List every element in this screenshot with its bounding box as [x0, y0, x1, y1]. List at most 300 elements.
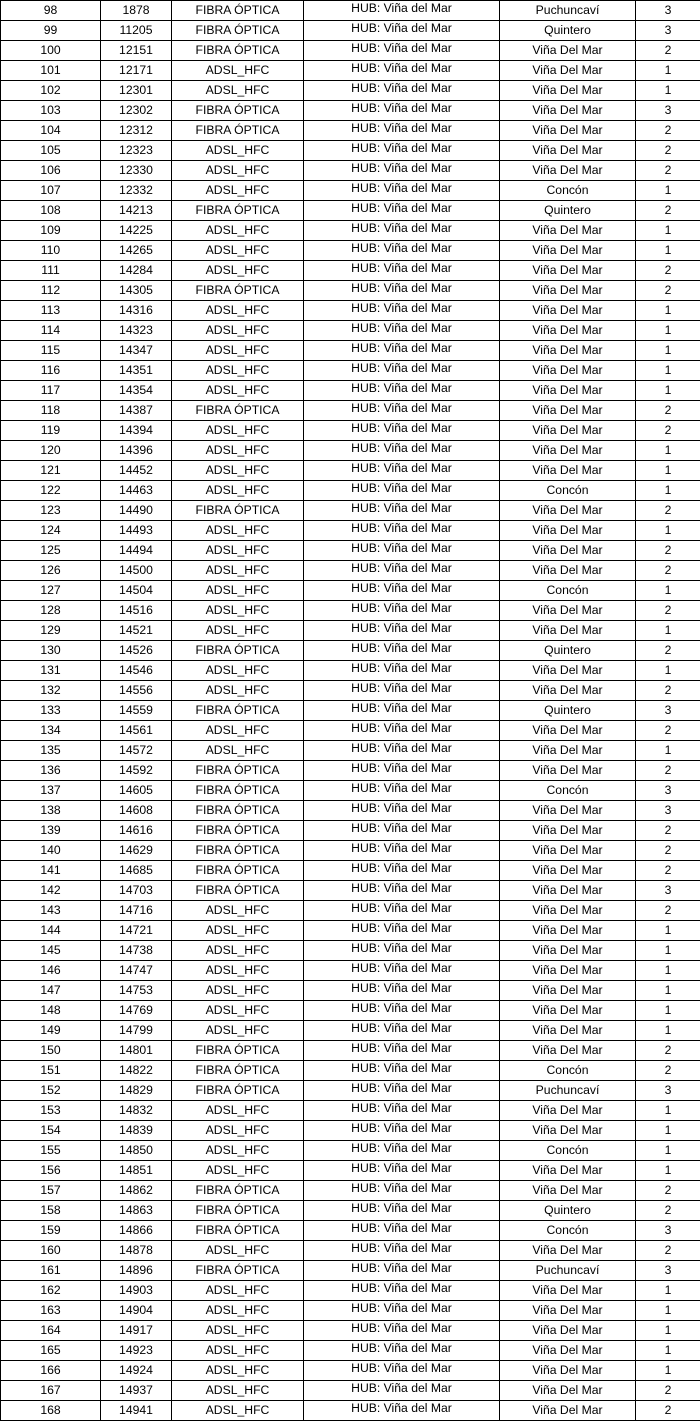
technology-cell: ADSL_HFC — [172, 181, 304, 201]
hub-cell: HUB: Viña del Mar — [304, 1241, 500, 1261]
row-number-cell: 115 — [1, 341, 101, 361]
priority-cell: 1 — [636, 341, 700, 361]
priority-cell: 3 — [636, 1261, 700, 1281]
table-row — [1, 1361, 700, 1381]
id-cell: 14769 — [101, 1001, 172, 1021]
technology-cell: ADSL_HFC — [172, 141, 304, 161]
commune-cell: Viña Del Mar — [500, 381, 636, 401]
technology-cell: FIBRA ÓPTICA — [172, 861, 304, 881]
technology-cell: FIBRA ÓPTICA — [172, 781, 304, 801]
priority-cell: 2 — [636, 1201, 700, 1221]
hub-cell: HUB: Viña del Mar — [304, 541, 500, 561]
technology-cell: FIBRA ÓPTICA — [172, 1061, 304, 1081]
id-cell: 14213 — [101, 201, 172, 221]
row-number-cell: 136 — [1, 761, 101, 781]
hub-cell: HUB: Viña del Mar — [304, 1321, 500, 1341]
table-row — [1, 881, 700, 901]
hub-cell: HUB: Viña del Mar — [304, 1221, 500, 1241]
row-number-cell: 145 — [1, 941, 101, 961]
technology-cell: FIBRA ÓPTICA — [172, 501, 304, 521]
commune-cell: Viña Del Mar — [500, 621, 636, 641]
id-cell: 14924 — [101, 1361, 172, 1381]
priority-cell: 3 — [636, 1221, 700, 1241]
table-row — [1, 1301, 700, 1321]
table-row — [1, 1021, 700, 1041]
technology-cell: ADSL_HFC — [172, 321, 304, 341]
id-cell: 12323 — [101, 141, 172, 161]
row-number-cell: 165 — [1, 1341, 101, 1361]
id-cell: 14896 — [101, 1261, 172, 1281]
commune-cell: Viña Del Mar — [500, 141, 636, 161]
technology-cell: ADSL_HFC — [172, 681, 304, 701]
row-number-cell: 103 — [1, 101, 101, 121]
commune-cell: Viña Del Mar — [500, 1121, 636, 1141]
table-row — [1, 61, 700, 81]
id-cell: 12301 — [101, 81, 172, 101]
technology-cell: ADSL_HFC — [172, 1121, 304, 1141]
commune-cell: Viña Del Mar — [500, 601, 636, 621]
technology-cell: ADSL_HFC — [172, 941, 304, 961]
priority-cell: 1 — [636, 1361, 700, 1381]
priority-cell: 2 — [636, 41, 700, 61]
id-cell: 14799 — [101, 1021, 172, 1041]
hub-cell: HUB: Viña del Mar — [304, 301, 500, 321]
technology-cell: FIBRA ÓPTICA — [172, 41, 304, 61]
id-cell: 14504 — [101, 581, 172, 601]
commune-cell: Viña Del Mar — [500, 561, 636, 581]
technology-cell: ADSL_HFC — [172, 1101, 304, 1121]
commune-cell: Viña Del Mar — [500, 1321, 636, 1341]
id-cell: 14284 — [101, 261, 172, 281]
technology-cell: ADSL_HFC — [172, 241, 304, 261]
technology-cell: ADSL_HFC — [172, 361, 304, 381]
table-row — [1, 1201, 700, 1221]
hub-cell: HUB: Viña del Mar — [304, 1021, 500, 1041]
priority-cell: 1 — [636, 481, 700, 501]
hub-cell: HUB: Viña del Mar — [304, 761, 500, 781]
commune-cell: Viña Del Mar — [500, 81, 636, 101]
table-row — [1, 461, 700, 481]
technology-cell: ADSL_HFC — [172, 341, 304, 361]
hub-cell: HUB: Viña del Mar — [304, 961, 500, 981]
id-cell: 14832 — [101, 1101, 172, 1121]
row-number-cell: 162 — [1, 1281, 101, 1301]
priority-cell: 2 — [636, 261, 700, 281]
row-number-cell: 148 — [1, 1001, 101, 1021]
technology-cell: ADSL_HFC — [172, 221, 304, 241]
hub-cell: HUB: Viña del Mar — [304, 701, 500, 721]
priority-cell: 2 — [636, 841, 700, 861]
hub-cell: HUB: Viña del Mar — [304, 681, 500, 701]
commune-cell: Viña Del Mar — [500, 41, 636, 61]
priority-cell: 2 — [636, 541, 700, 561]
commune-cell: Viña Del Mar — [500, 521, 636, 541]
priority-cell: 1 — [636, 461, 700, 481]
commune-cell: Quintero — [500, 21, 636, 41]
priority-cell: 3 — [636, 801, 700, 821]
technology-cell: ADSL_HFC — [172, 1141, 304, 1161]
priority-cell: 2 — [636, 281, 700, 301]
commune-cell: Viña Del Mar — [500, 941, 636, 961]
hub-cell: HUB: Viña del Mar — [304, 1201, 500, 1221]
table-row — [1, 981, 700, 1001]
priority-cell: 2 — [636, 1381, 700, 1401]
row-number-cell: 123 — [1, 501, 101, 521]
table-row — [1, 581, 700, 601]
commune-cell: Viña Del Mar — [500, 901, 636, 921]
priority-cell: 2 — [636, 821, 700, 841]
technology-cell: ADSL_HFC — [172, 1161, 304, 1181]
technology-cell: FIBRA ÓPTICA — [172, 1221, 304, 1241]
technology-cell: ADSL_HFC — [172, 1401, 304, 1421]
id-cell: 12151 — [101, 41, 172, 61]
row-number-cell: 161 — [1, 1261, 101, 1281]
technology-cell: ADSL_HFC — [172, 1241, 304, 1261]
hub-cell: HUB: Viña del Mar — [304, 981, 500, 1001]
technology-cell: ADSL_HFC — [172, 721, 304, 741]
id-cell: 14387 — [101, 401, 172, 421]
technology-cell: FIBRA ÓPTICA — [172, 1181, 304, 1201]
table-row — [1, 261, 700, 281]
table-row — [1, 361, 700, 381]
hub-cell: HUB: Viña del Mar — [304, 821, 500, 841]
id-cell: 14801 — [101, 1041, 172, 1061]
technology-cell: FIBRA ÓPTICA — [172, 281, 304, 301]
priority-cell: 2 — [636, 721, 700, 741]
hub-cell: HUB: Viña del Mar — [304, 241, 500, 261]
technology-cell: ADSL_HFC — [172, 741, 304, 761]
row-number-cell: 138 — [1, 801, 101, 821]
row-number-cell: 160 — [1, 1241, 101, 1261]
priority-cell: 1 — [636, 361, 700, 381]
priority-cell: 1 — [636, 1021, 700, 1041]
table-row — [1, 1241, 700, 1261]
commune-cell: Quintero — [500, 701, 636, 721]
priority-cell: 3 — [636, 881, 700, 901]
row-number-cell: 108 — [1, 201, 101, 221]
priority-cell: 2 — [636, 501, 700, 521]
priority-cell: 2 — [636, 1181, 700, 1201]
row-number-cell: 133 — [1, 701, 101, 721]
row-number-cell: 117 — [1, 381, 101, 401]
priority-cell: 2 — [636, 401, 700, 421]
commune-cell: Viña Del Mar — [500, 1341, 636, 1361]
id-cell: 14494 — [101, 541, 172, 561]
hub-cell: HUB: Viña del Mar — [304, 561, 500, 581]
priority-cell: 1 — [636, 741, 700, 761]
technology-cell: ADSL_HFC — [172, 901, 304, 921]
priority-cell: 1 — [636, 1121, 700, 1141]
id-cell: 14463 — [101, 481, 172, 501]
commune-cell: Viña Del Mar — [500, 961, 636, 981]
technology-cell: ADSL_HFC — [172, 301, 304, 321]
commune-cell: Viña Del Mar — [500, 721, 636, 741]
commune-cell: Viña Del Mar — [500, 1181, 636, 1201]
hub-cell: HUB: Viña del Mar — [304, 601, 500, 621]
priority-cell: 2 — [636, 201, 700, 221]
priority-cell: 2 — [636, 681, 700, 701]
row-number-cell: 163 — [1, 1301, 101, 1321]
technology-cell: FIBRA ÓPTICA — [172, 21, 304, 41]
commune-cell: Viña Del Mar — [500, 401, 636, 421]
row-number-cell: 150 — [1, 1041, 101, 1061]
commune-cell: Concón — [500, 181, 636, 201]
technology-cell: FIBRA ÓPTICA — [172, 841, 304, 861]
table-row — [1, 1281, 700, 1301]
id-cell: 12171 — [101, 61, 172, 81]
priority-cell: 2 — [636, 861, 700, 881]
hub-cell: HUB: Viña del Mar — [304, 1121, 500, 1141]
commune-cell: Viña Del Mar — [500, 1041, 636, 1061]
hub-cell: HUB: Viña del Mar — [304, 1341, 500, 1361]
technology-cell: ADSL_HFC — [172, 961, 304, 981]
priority-cell: 1 — [636, 621, 700, 641]
table-row — [1, 161, 700, 181]
row-number-cell: 140 — [1, 841, 101, 861]
priority-cell: 1 — [636, 981, 700, 1001]
table-row — [1, 141, 700, 161]
table-row — [1, 181, 700, 201]
hub-cell: HUB: Viña del Mar — [304, 721, 500, 741]
row-number-cell: 158 — [1, 1201, 101, 1221]
row-number-cell: 119 — [1, 421, 101, 441]
table-row — [1, 441, 700, 461]
table-row — [1, 741, 700, 761]
id-cell: 14829 — [101, 1081, 172, 1101]
table-body — [1, 1, 700, 1421]
technology-cell: ADSL_HFC — [172, 441, 304, 461]
technology-cell: ADSL_HFC — [172, 521, 304, 541]
id-cell: 14396 — [101, 441, 172, 461]
commune-cell: Viña Del Mar — [500, 681, 636, 701]
id-cell: 14747 — [101, 961, 172, 981]
commune-cell: Viña Del Mar — [500, 761, 636, 781]
table-row — [1, 561, 700, 581]
table-row — [1, 1261, 700, 1281]
commune-cell: Quintero — [500, 201, 636, 221]
table-row — [1, 41, 700, 61]
id-cell: 14592 — [101, 761, 172, 781]
row-number-cell: 101 — [1, 61, 101, 81]
commune-cell: Viña Del Mar — [500, 1301, 636, 1321]
technology-cell: ADSL_HFC — [172, 581, 304, 601]
row-number-cell: 155 — [1, 1141, 101, 1161]
table-row — [1, 721, 700, 741]
commune-cell: Concón — [500, 1221, 636, 1241]
hub-cell: HUB: Viña del Mar — [304, 1361, 500, 1381]
row-number-cell: 111 — [1, 261, 101, 281]
commune-cell: Viña Del Mar — [500, 741, 636, 761]
row-number-cell: 110 — [1, 241, 101, 261]
hub-cell: HUB: Viña del Mar — [304, 521, 500, 541]
id-cell: 11205 — [101, 21, 172, 41]
id-cell: 14703 — [101, 881, 172, 901]
id-cell: 14561 — [101, 721, 172, 741]
row-number-cell: 102 — [1, 81, 101, 101]
technology-cell: ADSL_HFC — [172, 261, 304, 281]
commune-cell: Viña Del Mar — [500, 861, 636, 881]
commune-cell: Viña Del Mar — [500, 1241, 636, 1261]
row-number-cell: 120 — [1, 441, 101, 461]
id-cell: 12302 — [101, 101, 172, 121]
id-cell: 14716 — [101, 901, 172, 921]
commune-cell: Viña Del Mar — [500, 161, 636, 181]
row-number-cell: 142 — [1, 881, 101, 901]
priority-cell: 1 — [636, 1141, 700, 1161]
hub-cell: HUB: Viña del Mar — [304, 1381, 500, 1401]
table-row — [1, 1081, 700, 1101]
hub-cell: HUB: Viña del Mar — [304, 481, 500, 501]
id-cell: 14490 — [101, 501, 172, 521]
technology-cell: FIBRA ÓPTICA — [172, 201, 304, 221]
table-row — [1, 541, 700, 561]
technology-cell: ADSL_HFC — [172, 461, 304, 481]
priority-cell: 2 — [636, 161, 700, 181]
id-cell: 14822 — [101, 1061, 172, 1081]
row-number-cell: 107 — [1, 181, 101, 201]
row-number-cell: 129 — [1, 621, 101, 641]
table-row — [1, 121, 700, 141]
hub-cell: HUB: Viña del Mar — [304, 841, 500, 861]
id-cell: 14521 — [101, 621, 172, 641]
hub-cell: HUB: Viña del Mar — [304, 1061, 500, 1081]
table-row — [1, 1001, 700, 1021]
hub-cell: HUB: Viña del Mar — [304, 781, 500, 801]
table-row — [1, 1381, 700, 1401]
priority-cell: 1 — [636, 941, 700, 961]
table-row — [1, 1061, 700, 1081]
row-number-cell: 143 — [1, 901, 101, 921]
technology-cell: ADSL_HFC — [172, 1301, 304, 1321]
id-cell: 14903 — [101, 1281, 172, 1301]
commune-cell: Viña Del Mar — [500, 1021, 636, 1041]
id-cell: 14685 — [101, 861, 172, 881]
technology-cell: ADSL_HFC — [172, 621, 304, 641]
hub-cell: HUB: Viña del Mar — [304, 201, 500, 221]
table-row — [1, 1161, 700, 1181]
row-number-cell: 131 — [1, 661, 101, 681]
priority-cell: 1 — [636, 1301, 700, 1321]
technology-cell: ADSL_HFC — [172, 601, 304, 621]
hub-cell: HUB: Viña del Mar — [304, 1181, 500, 1201]
id-cell: 14351 — [101, 361, 172, 381]
row-number-cell: 98 — [1, 1, 101, 21]
id-cell: 14526 — [101, 641, 172, 661]
table-row — [1, 941, 700, 961]
table-row — [1, 1401, 700, 1421]
hub-cell: HUB: Viña del Mar — [304, 101, 500, 121]
table-row — [1, 901, 700, 921]
row-number-cell: 113 — [1, 301, 101, 321]
table-row — [1, 601, 700, 621]
priority-cell: 2 — [636, 641, 700, 661]
row-number-cell: 144 — [1, 921, 101, 941]
hub-cell: HUB: Viña del Mar — [304, 661, 500, 681]
commune-cell: Viña Del Mar — [500, 221, 636, 241]
technology-cell: ADSL_HFC — [172, 1321, 304, 1341]
row-number-cell: 130 — [1, 641, 101, 661]
technology-cell: ADSL_HFC — [172, 81, 304, 101]
id-cell: 14917 — [101, 1321, 172, 1341]
commune-cell: Concón — [500, 1141, 636, 1161]
hub-cell: HUB: Viña del Mar — [304, 1161, 500, 1181]
id-cell: 14323 — [101, 321, 172, 341]
hub-cell: HUB: Viña del Mar — [304, 1301, 500, 1321]
hub-cell: HUB: Viña del Mar — [304, 321, 500, 341]
priority-cell: 3 — [636, 1, 700, 21]
id-cell: 14354 — [101, 381, 172, 401]
commune-cell: Viña Del Mar — [500, 121, 636, 141]
priority-cell: 3 — [636, 101, 700, 121]
id-cell: 14265 — [101, 241, 172, 261]
priority-cell: 2 — [636, 1241, 700, 1261]
priority-cell: 1 — [636, 581, 700, 601]
technology-cell: FIBRA ÓPTICA — [172, 101, 304, 121]
id-cell: 14516 — [101, 601, 172, 621]
id-cell: 14546 — [101, 661, 172, 681]
priority-cell: 2 — [636, 901, 700, 921]
table-row — [1, 1101, 700, 1121]
table-row — [1, 241, 700, 261]
hub-cell: HUB: Viña del Mar — [304, 41, 500, 61]
commune-cell: Concón — [500, 1061, 636, 1081]
id-cell: 14850 — [101, 1141, 172, 1161]
technology-cell: ADSL_HFC — [172, 541, 304, 561]
priority-cell: 1 — [636, 381, 700, 401]
priority-cell: 1 — [636, 961, 700, 981]
id-cell: 14616 — [101, 821, 172, 841]
row-number-cell: 128 — [1, 601, 101, 621]
id-cell: 14862 — [101, 1181, 172, 1201]
row-number-cell: 167 — [1, 1381, 101, 1401]
commune-cell: Viña Del Mar — [500, 841, 636, 861]
row-number-cell: 126 — [1, 561, 101, 581]
table-row — [1, 301, 700, 321]
priority-cell: 1 — [636, 521, 700, 541]
table-row — [1, 421, 700, 441]
priority-cell: 2 — [636, 1401, 700, 1421]
table-row — [1, 281, 700, 301]
hub-cell: HUB: Viña del Mar — [304, 361, 500, 381]
technology-cell: FIBRA ÓPTICA — [172, 761, 304, 781]
priority-cell: 1 — [636, 321, 700, 341]
technology-cell: ADSL_HFC — [172, 61, 304, 81]
table-row — [1, 801, 700, 821]
id-cell: 14493 — [101, 521, 172, 541]
hub-cell: HUB: Viña del Mar — [304, 1, 500, 21]
hub-cell: HUB: Viña del Mar — [304, 1081, 500, 1101]
row-number-cell: 137 — [1, 781, 101, 801]
technology-cell: FIBRA ÓPTICA — [172, 1081, 304, 1101]
hub-cell: HUB: Viña del Mar — [304, 21, 500, 41]
row-number-cell: 99 — [1, 21, 101, 41]
row-number-cell: 122 — [1, 481, 101, 501]
table-row — [1, 481, 700, 501]
commune-cell: Viña Del Mar — [500, 61, 636, 81]
priority-cell: 1 — [636, 1001, 700, 1021]
hub-cell: HUB: Viña del Mar — [304, 501, 500, 521]
technology-cell: FIBRA ÓPTICA — [172, 641, 304, 661]
commune-cell: Viña Del Mar — [500, 821, 636, 841]
hub-cell: HUB: Viña del Mar — [304, 741, 500, 761]
commune-cell: Viña Del Mar — [500, 661, 636, 681]
row-number-cell: 166 — [1, 1361, 101, 1381]
id-cell: 14941 — [101, 1401, 172, 1421]
commune-cell: Viña Del Mar — [500, 921, 636, 941]
id-cell: 14347 — [101, 341, 172, 361]
priority-cell: 3 — [636, 781, 700, 801]
hub-cell: HUB: Viña del Mar — [304, 861, 500, 881]
